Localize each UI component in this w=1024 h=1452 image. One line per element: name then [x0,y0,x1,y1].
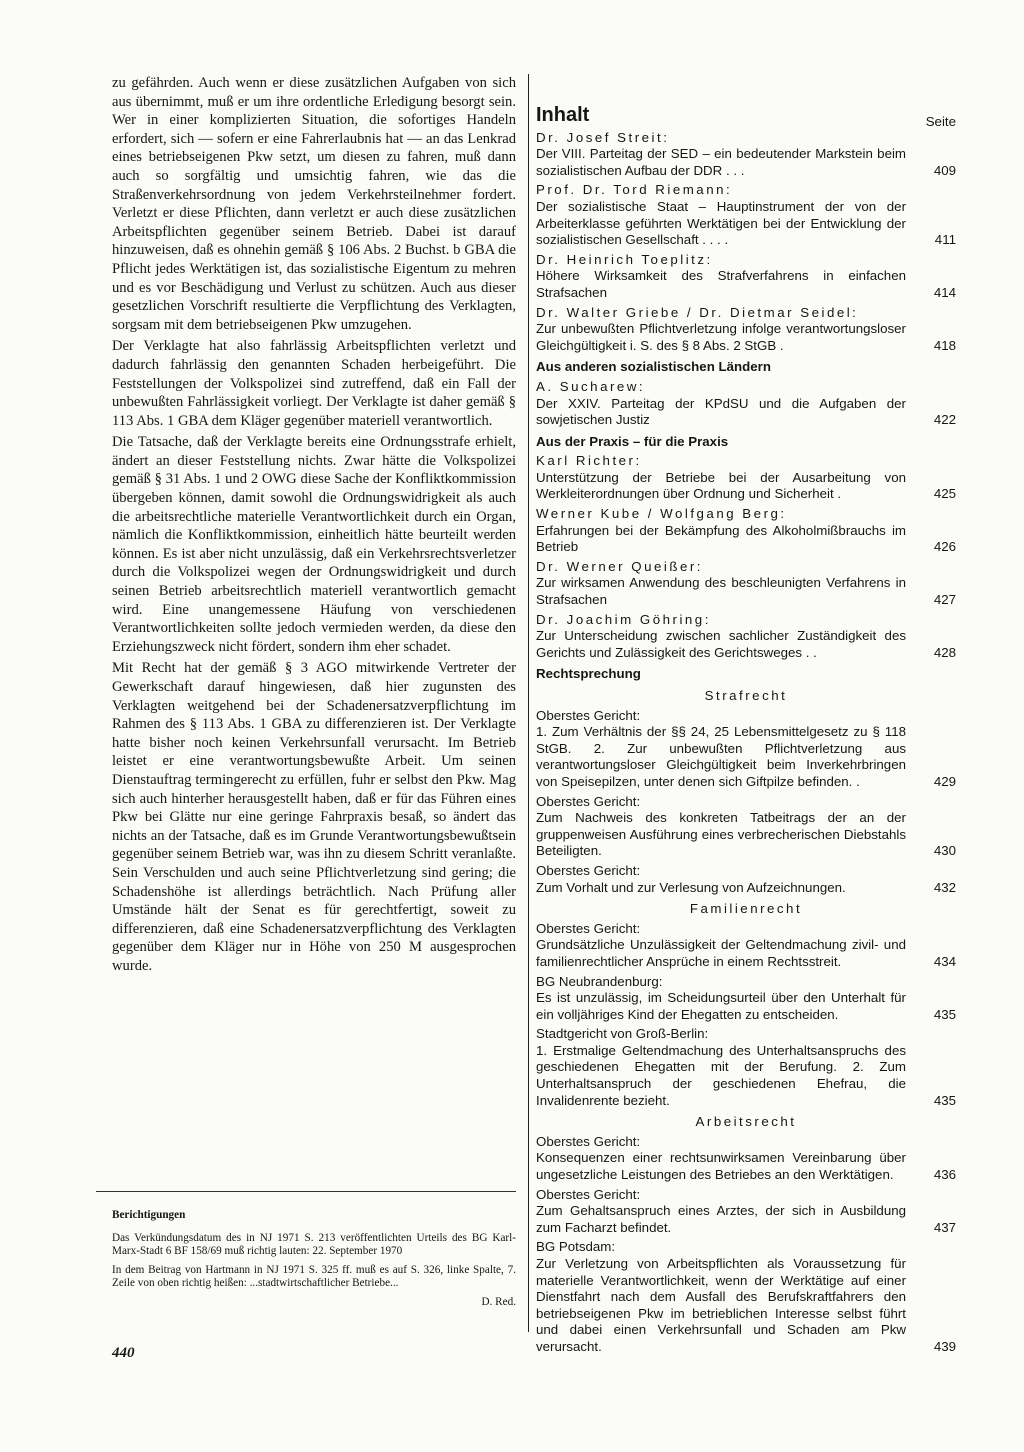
correction-item: In dem Beitrag von Hartmann in NJ 1971 S. 325 ff. muß es auf S. 326, linke Spalte, 7. Zeile von oben richtig heißen: ...stadtwirtschaftlicher Betriebe... [112,1263,516,1290]
toc-entry [536,252,956,302]
toc-court: BG Neubrandenburg: [536,973,663,989]
toc-page-number: 428 [933,644,956,660]
toc-page-number: 411 [934,232,956,248]
toc-court: Oberstes Gericht: [536,1186,641,1202]
toc-author: Werner Kube / Wolfgang Berg: [536,506,787,522]
toc-entry-title: 1. Zum Verhältnis der §§ 24, 25 Lebensmittelgesetz zu § 118 StGB. 2. Zur unbewußten Pflichtverletzung aus verantwortungsloser Gleichgültigkeit beim Inverkehrbringen von Speisepilzen, unter denen sich Giftpilze befinden. . [536,724,906,789]
toc-entry [536,130,956,180]
toc-entry [536,708,956,791]
toc-court: Stadtgericht von Groß-Berlin: [536,1026,709,1042]
toc-entry-title: Grundsätzliche Unzulässigkeit der Geltendmachung zivil- und familienrechtlicher Ansprüche in einem Rechtsstreit. [536,937,906,969]
toc-entry-title: Zur Verletzung von Arbeitspflichten als Voraussetzung für materielle Verantwortlichkeit, wenn der Werktätige auf einer Dienstfahrt nach dem Ausfall des Berufskraftfahrers den betriebseigenen Pkw im betrieblichen Interesse selbst führt und dabei einen Verkehrsunfall und Schaden am Pkw verursacht. [536,1256,906,1354]
toc-author: Dr. Heinrich Toeplitz: [536,251,713,267]
toc-court: Oberstes Gericht: [536,793,641,809]
toc-page-number: 414 [933,284,956,300]
toc-entry-title: 1. Erstmalige Geltendmachung des Unterhaltsanspruchs des geschiedenen Ehegatten mit der Berufung. 2. Zum Unterhaltsanspruch der geschiedenen Ehefrau, die Invalidenrente bezieht. [536,1042,906,1108]
toc-section-heading: Aus der Praxis – für die Praxis [536,433,729,449]
toc-entry-title: Zur unbewußten Pflichtverletzung infolge verantwortungsloser Gleichgültigkeit i. S. des § 8 Abs. 2 StGB . [536,321,906,353]
toc-court: Oberstes Gericht: [536,707,641,723]
toc-page-number: 427 [933,592,956,608]
page-number: 440 [112,1345,135,1361]
toc-author: Prof. Dr. Tord Riemann: [536,182,733,198]
column-divider [528,74,529,1332]
toc-author: A. Sucharew: [536,378,646,394]
toc-entry-title: Es ist unzulässig, im Scheidungsurteil über den Unterhalt für ein volljähriges Kind der Ehegatten zu entscheiden. [536,990,906,1022]
toc-entry [536,794,956,860]
toc-page-number: 432 [933,879,956,895]
page-column-header: Seite [925,114,956,129]
toc-page-number: 430 [933,843,956,859]
toc-entry-title: Der VIII. Parteitag der SED – ein bedeutender Markstein beim sozialistischen Aufbau der DDR . . . [536,146,906,178]
correction-item: Das Verkündungsdatum des in NJ 1971 S. 213 veröffentlichten Urteils des BG Karl-Marx-Stadt 6 BF 158/69 muß richtig lauten: 22. September 1970 [112,1231,516,1258]
toc-page-number: 425 [933,486,956,502]
toc-entry-title: Erfahrungen bei der Bekämpfung des Alkoholmißbrauchs im Betrieb [536,522,906,555]
toc-entry-title: Zur Unterscheidung zwischen sachlicher Zuständigkeit des Gerichts und Zulässigkeit des Gerichtsweges . . [536,628,906,660]
toc-header [536,86,956,127]
toc-entry-title: Zum Nachweis des konkreten Tatbeitrags der an der gruppenweisen Ausführung eines verbrecherischen Diebstahls Beteiligten. [536,810,906,859]
toc-author: Dr. Walter Griebe / Dr. Dietmar Seidel: [536,304,859,320]
footnote-separator [96,1191,516,1192]
toc-entry-title: Der XXIV. Parteitag der KPdSU und die Aufgaben der sowjetischen Justiz [536,395,906,428]
toc-page-number: 437 [933,1219,956,1235]
toc-section-heading: Aus anderen sozialistischen Ländern [536,359,771,375]
toc-entry [536,1187,956,1237]
toc-title: Inhalt [536,103,590,126]
toc-page-number: 434 [933,953,956,969]
toc-page-number: 409 [933,162,956,178]
toc-entry [536,379,956,429]
article-paragraph: Die Tatsache, daß der Verklagte bereits eine Ordnungsstrafe erhielt, ändert an dieser Feststellung nichts. Zwar hätte die Volkspolizei gemäß § 31 Abs. 1 und 2 OWG diese Sache der Konfliktkommission übergeben können, damit sowohl die Ordnungswidrigkeit als auch die arbeitsrechtliche materielle Verantwortlichkeit durch ein Organ, nämlich die Konfliktkommission, einheitlich hätte beurteilt werden können. Es ist aber nicht unzulässig, daß ein Verkehrsrechtsverletzer durch die Volkspolizei wegen der Ordnungswidrigkeit und durch seinen Betrieb arbeitsrechtlich materiell verantwortlich gemacht wird. Eine unangemessene Häufung von verschiedenen Verantwortlichkeiten sollte jedoch vermieden werden, da diese den Erziehungszweck nicht fördert, sondern ihm eher schadet. [112,434,516,655]
toc-author: Karl Richter: [536,453,642,469]
toc-entry [536,1026,956,1109]
toc-page-number: 422 [933,412,956,428]
toc-entry [536,612,956,662]
toc-page-number: 436 [933,1167,956,1183]
toc-author: Dr. Joachim Göhring: [536,611,711,627]
toc-entry-title: Der sozialistische Staat – Hauptinstrument der von der Arbeiterklasse geführten Werktätigen bei der Entwicklung der sozialistischen Gesellschaft . . . . [536,198,906,248]
toc-page-number: 435 [933,1092,956,1108]
article-paragraph: zu gefährden. Auch wenn er diese zusätzlichen Aufgaben von sich aus übernimmt, muß er um ihre ordentliche Erledigung besorgt sein. Wer in einer komplizierten Situation, die sofortiges Handeln erfordert, sich — sofern er eine Fahrerlaubnis hat — an das Lenkrad eines betriebseigenen Pkw setzt, um diesen zu fahren, muß dann auch so sorgfältig und umsichtig fahren, wie das die Straßenverkehrsordnung von jedem Verkehrsteilnehmer fordert. Verletzt er diese Pflichten, dann verletzt er auch diese zusätzlichen Arbeitspflichten gegenüber seinem Betrieb. Dabei ist darauf hinzuweisen, daß es ohnehin gemäß § 106 Abs. 2 Buchst. b GBA die Pflicht jedes Werktätigen ist, das sozialistische Eigentum zu mehren und es vor Beschädigung und Verlust zu schützen. Auch aus dieser gesetzlichen Vorschrift resultierte die Verpflichtung des Verklagten, sorgsam mit dem betriebseigenen Pkw umzugehen. [112,75,516,333]
toc-entry-title: Zur wirksamen Anwendung des beschleunigten Verfahrens in Strafsachen [536,575,906,608]
toc-page-number: 426 [933,539,956,555]
toc-entry [536,974,956,1024]
toc-entry [536,305,956,355]
toc-subsection-heading: Arbeitsrecht [695,1114,797,1130]
toc-entry [536,453,956,503]
toc-entry [536,863,956,896]
editor-signature: D. Red. [481,1295,516,1308]
toc-entry [536,559,956,609]
toc-entry-title: Zum Vorhalt und zur Verlesung von Aufzeichnungen. [536,879,846,895]
toc-entry-title: Konsequenzen einer rechtsunwirksamen Vereinbarung über ungesetzliche Leistungen des Betriebes an den Werktätigen. [536,1150,906,1183]
toc-page-number: 435 [933,1006,956,1022]
toc-page-number: 439 [933,1338,956,1354]
toc-entry-title: Unterstützung der Betriebe bei der Ausarbeitung von Werkleiterordnungen über Ordnung und Sicherheit . [536,469,906,502]
toc-entry-title: Zum Gehaltsanspruch eines Arztes, der sich in Ausbildung zum Facharzt befindet. [536,1203,906,1235]
article-paragraph: Der Verklagte hat also fahrlässig Arbeitspflichten verletzt und dadurch fahrlässig den genannten Schaden herbeigeführt. Die Feststellungen der Volkspolizei sind zutreffend, daß ein Fall der unbewußten Fahrlässigkeit vorliegt. Der Verklagte ist daher gemäß § 113 Abs. 1 GBA dem Kläger gegenüber materiell verantwortlich. [112,338,516,429]
toc-entry [536,921,956,971]
toc-entry [536,182,956,248]
toc-subsection-heading: Familienrecht [689,901,803,917]
corrections-heading: Berichtigungen [112,1209,186,1221]
toc-subsection-heading: Strafrecht [704,688,788,703]
toc-court: Oberstes Gericht: [536,920,641,936]
main-article-column [112,74,516,979]
toc-entry [536,1134,956,1184]
toc-page-number: 429 [933,773,956,789]
toc-court: Oberstes Gericht: [536,862,641,878]
toc-author: Dr. Josef Streit: [536,129,670,145]
toc-author: Dr. Werner Queißer: [536,558,703,574]
table-of-contents [536,86,956,1356]
toc-entry [536,1239,956,1355]
toc-court: Oberstes Gericht: [536,1133,641,1149]
toc-page-number: 418 [933,337,956,353]
corrections-box [112,1209,516,1310]
toc-section-heading: Rechtsprechung [536,666,641,682]
toc-court: BG Potsdam: [536,1239,616,1255]
toc-entry [536,506,956,556]
toc-entry-title: Höhere Wirksamkeit des Strafverfahrens in einfachen Strafsachen [536,268,906,300]
article-paragraph: Mit Recht hat der gemäß § 3 AGO mitwirkende Vertreter der Gewerkschaft darauf hingewiesen, daß hier zugunsten des Verklagten weitgehend bei der Schadenersatzverpflichtung im Rahmen des § 113 Abs. 1 GBA zu differenzieren ist. Der Verklagte hatte bisher noch keinen Verkehrsunfall verursacht. Im Betrieb leistet er eine verantwortungsbewußte Arbeit. Um seinen Dienstauftrag termingerecht zu erfüllen, fuhr er selbst den Pkw. Mag sich auch hinterher herausgestellt haben, daß er für das Führen eines Pkw bei Glätte nur eine geringe Fahrpraxis besaß, so ändert das nichts an der Tatsache, daß es im Grunde Verantwortungsbewußtsein gegenüber seinem Betrieb war, was ihn zu diesem Schritt veranlaßte. Sein Verschulden und auch seine Pflichtverletzung sind gering; die Schadenshöhe ist allerdings beträchtlich. Nach Prüfung aller Umstände hält der Senat es für gerechtfertigt, soweit zu differenzieren, daß eine Schadenersatzverpflichtung des Verklagten gegenüber dem Kläger nur in Höhe von 250 M ausgesprochen wurde. [112,660,516,974]
